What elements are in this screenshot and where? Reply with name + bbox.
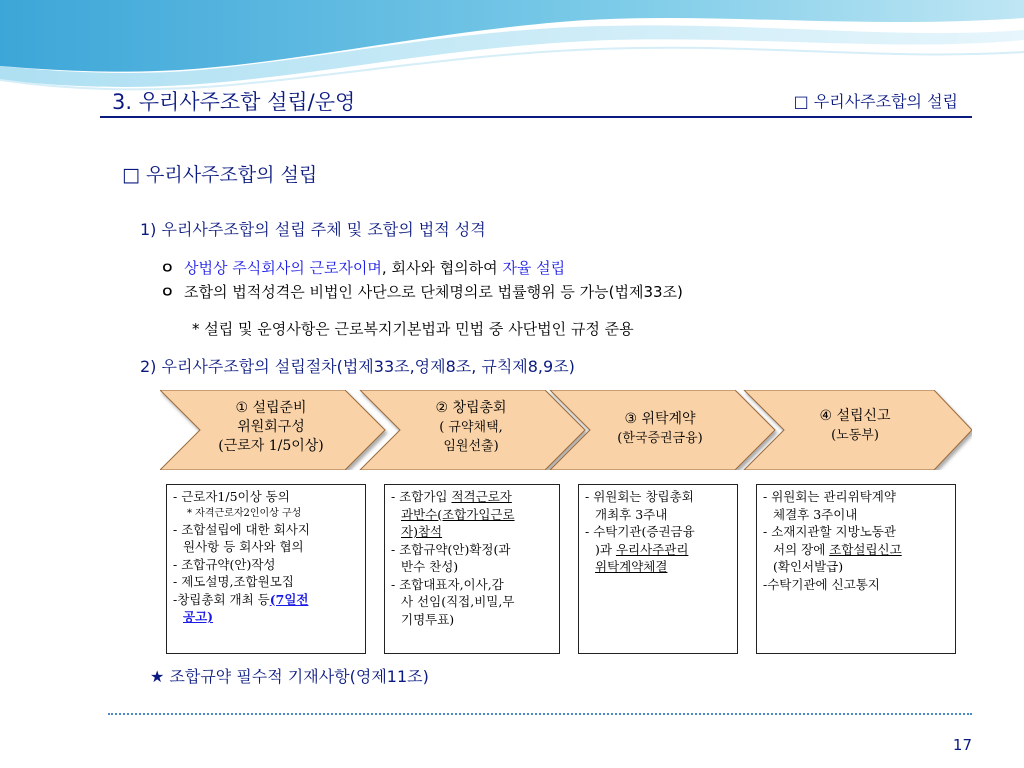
- step-3-label: [585, 410, 735, 448]
- box1-row: - 조합설립에 대한 회사지: [173, 521, 310, 537]
- box1-row: - 조합규약(안)작성: [173, 556, 276, 572]
- box4-row: 체결후 3주이내: [773, 506, 858, 522]
- footer-dotted-rule: [108, 713, 972, 715]
- box2-row: 기명투표): [401, 611, 455, 627]
- step-3-line2: (한국증권금융): [617, 431, 703, 446]
- box4-text: 서의 장에: [773, 541, 830, 557]
- step-2-title: ② 창립총회: [435, 400, 507, 416]
- box2-row: - 조합규약(안)확정(과: [391, 541, 511, 557]
- page-number: 17: [952, 736, 972, 754]
- bullet-line-2: [160, 281, 683, 302]
- box2-row: 반수 찬성): [401, 559, 459, 574]
- box1-row: - 제도설명,조합원모집: [173, 574, 294, 589]
- box3-row: 위탁계약체결: [595, 559, 668, 574]
- box3-row: - 수탁기관(증권금융: [585, 524, 695, 539]
- box2-underline: 적격근로자: [451, 489, 512, 504]
- step-4-line2: (노동부): [831, 428, 879, 443]
- box4-row: - 소재지관할 지방노동관: [763, 524, 896, 539]
- box4-underline: 조합설립신고: [829, 541, 902, 557]
- box2-text: - 조합가입: [391, 489, 452, 504]
- line2-text: 조합의 법적성격은 비법인 사단으로 단체명의로 법률행위 등 가능(법제33조): [184, 283, 683, 301]
- slide-header-subtitle: □ 우리사주조합의 설립: [793, 92, 958, 111]
- box3-row: 개최후 3주내: [595, 506, 668, 522]
- section-title: □ 우리사주조합의 설립: [122, 164, 318, 186]
- step-3-detail-box: [578, 484, 738, 654]
- box1-row: - 근로자1/5이상 동의: [173, 489, 290, 504]
- box2-row: 과반수(조합가입근로: [401, 506, 515, 522]
- line1-emphasis-a: 상법상 주식회사의 근로자이며: [184, 259, 382, 277]
- box3-row: - 위원회는 창립총회: [585, 489, 694, 504]
- box3-underline: 우리사주관리: [615, 541, 689, 557]
- box1-emphasis: (7일전: [269, 591, 309, 607]
- note-line: * 설립 및 운영사항은 근로복지기본법과 민법 중 사단법인 규정 준용: [192, 320, 634, 338]
- step-2-line2: ( 규약채택,: [439, 420, 503, 435]
- box1-text: -창립총회 개최 등: [173, 591, 270, 607]
- box2-row: - 조합대표자,이사,감: [391, 576, 504, 592]
- required-items-note: ★ 조합규약 필수적 기재사항(영제11조): [150, 667, 429, 686]
- step-1-line3: (근로자 1/5이상): [218, 438, 324, 454]
- box1-row: * 자격근로자2인이상 구성: [187, 507, 302, 519]
- step-1-line2: 위원회구성: [237, 419, 305, 435]
- subheading-2: 2) 우리사주조합의 설립절차(법제33조,영제8조, 규칙제8,9조): [140, 357, 575, 376]
- step-3-title: ③ 위탁계약: [624, 411, 696, 427]
- box1-row: [173, 608, 359, 626]
- bullet-icon: ㅇ: [160, 283, 175, 301]
- box4-row: -수탁기관에 신고통지: [763, 576, 880, 592]
- step-1-label: [196, 399, 346, 456]
- subheading-1: 1) 우리사주조합의 설립 주체 및 조합의 법적 성격: [140, 220, 486, 239]
- bullet-icon: ㅇ: [160, 259, 175, 277]
- box4-row: - 위원회는 관리위탁계약: [763, 489, 896, 504]
- line1-emphasis-b: 자율 설립: [502, 259, 566, 277]
- box3-row: [585, 541, 731, 559]
- step-4-detail-box: [756, 484, 956, 654]
- box4-row: (확인서발급): [773, 559, 844, 574]
- header-rule: [100, 116, 972, 118]
- box2-row: 사 선임(직접,비밀,무: [401, 594, 515, 609]
- box3-text: )과: [595, 541, 616, 557]
- step-4-label: [780, 407, 930, 445]
- step-2-line3: 임원선출): [443, 439, 499, 454]
- box2-row: [391, 488, 553, 506]
- step-4-title: ④ 설립신고: [819, 408, 891, 424]
- step-2-label: [396, 399, 546, 456]
- slide-header-title: 3. 우리사주조합 설립/운영: [112, 90, 356, 114]
- decorative-wave-banner: [0, 0, 1024, 95]
- box1-row: 원사항 등 회사와 협의: [183, 539, 304, 554]
- bullet-line-1: [160, 257, 565, 278]
- step-2-detail-box: [384, 484, 560, 654]
- process-flow: [160, 390, 972, 470]
- step-1-detail-box: [166, 484, 366, 654]
- step-1-title: ① 설립준비: [235, 400, 307, 416]
- box1-row: [173, 591, 359, 609]
- box1-emphasis: 공고): [183, 609, 214, 624]
- line1-text: , 회사와 협의하여: [381, 259, 503, 277]
- box2-row: 자)참석: [401, 524, 443, 539]
- box4-row: [763, 541, 949, 559]
